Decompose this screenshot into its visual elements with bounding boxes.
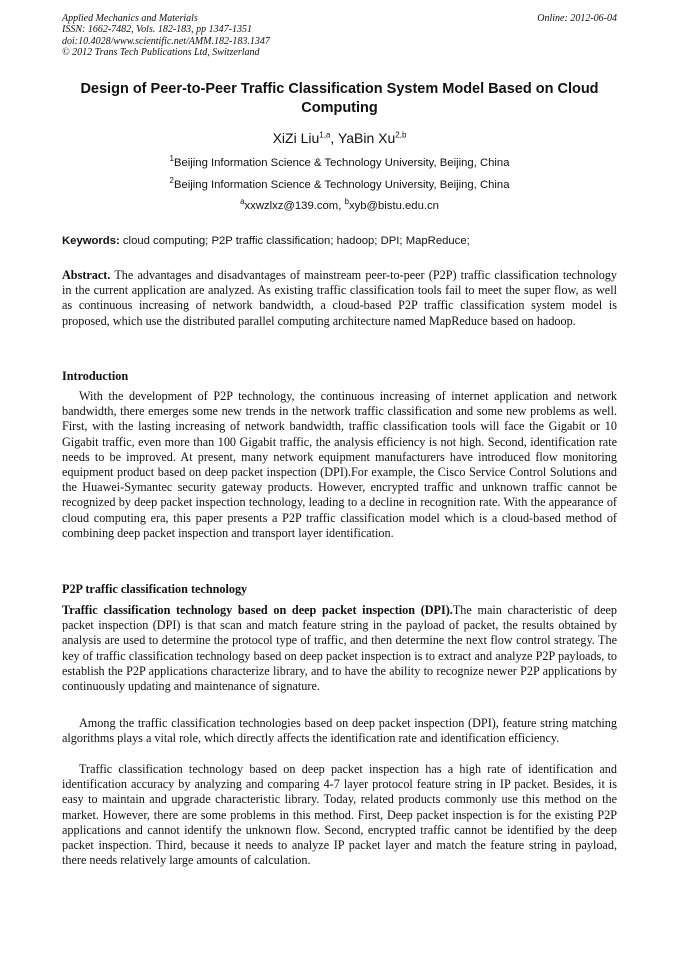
p2p-paragraph-2: Among the traffic classification technologies based on deep packet inspection (DPI), feature string matching algorithms plays a vital role, which directly affects the identification rate and identification efficiency.	[62, 716, 617, 746]
section-heading-introduction: Introduction	[62, 369, 129, 383]
journal-copyright: © 2012 Trans Tech Publications Ltd, Switzerland	[62, 47, 260, 59]
keywords-label: Keywords:	[62, 235, 120, 247]
author-separator: ,	[330, 130, 338, 146]
author-line	[62, 128, 617, 148]
email-link[interactable]: xyb@bistu.edu.cn	[348, 200, 439, 212]
affiliation-2: $^2$Beijing Information Science & Technology University, Beijing, China	[169, 176, 510, 191]
author-superscript: 2,b	[395, 130, 407, 140]
p2p-paragraph-1: Traffic classification technology based on deep packet inspection (DPI).The main characteristic of deep packet inspection (DPI) is that scan and match feature string in the payload of packet, the results obtained by analysis are used to determine the protocol type of traffic, and then determine the next flow control strategy. The key of traffic classification technology based on deep packet inspection is to extract and analyze P2P payloads, to establish the P2P applications characterize library, and to have the ability to recognize newer P2P applications by continuously updating and maintenance of signature.	[62, 603, 617, 694]
abstract-text: The advantages and disadvantages of mainstream peer-to-peer (P2P) traffic classification technology in the current application are analyzed. As existing traffic classification tools fail to meet the super flow, as well as continuous increasing of network bandwidth, a cloud-based P2P traffic classification system model is proposed, which use the distributed parallel computing architecture named MapReduce based on hadoop.	[62, 268, 617, 328]
paper-title: Design of Peer-to-Peer Traffic Classification System Model Based on Cloud Computing	[80, 81, 599, 116]
keywords-text: cloud computing; P2P traffic classification; hadoop; DPI; MapReduce;	[119, 235, 470, 247]
affiliation-1: $^1$Beijing Information Science & Technology University, Beijing, China	[169, 154, 510, 169]
online-date: Online: 2012-06-04	[537, 13, 617, 24]
email-link[interactable]: xxwzlxz@139.com,	[244, 200, 345, 212]
journal-header	[62, 13, 617, 59]
section-heading-p2p: P2P traffic classification technology	[62, 582, 248, 596]
email-line: $^a$xxwzlxz@139.com, $^b$xyb@bistu.edu.cn	[240, 197, 439, 212]
abstract	[62, 268, 617, 329]
author-name: XiZi Liu	[272, 130, 320, 146]
author-superscript: 1,a	[319, 130, 331, 140]
abstract-label: Abstract.	[62, 268, 111, 282]
journal-doi: doi:10.4028/www.scientific.net/AMM.182-183.1347	[62, 35, 270, 47]
author-name: YaBin Xu	[337, 130, 396, 146]
journal-issn: ISSN: 1662-7482, Vols. 182-183, pp 1347-1351	[62, 24, 252, 36]
journal-name: Applied Mechanics and Materials	[62, 13, 198, 24]
keywords	[62, 234, 617, 248]
subsection-label: Traffic classification technology based on deep packet inspection (DPI).	[62, 603, 453, 617]
p2p-paragraph-3: Traffic classification technology based on deep packet inspection has a high rate of identification and identification accuracy by analyzing and comparing 4-7 layer protocol feature string in IP packet. Besides, it is easy to maintain and upgrade characteristic library. Today, related products commonly use this method on the market. However, there are some problems in this method. First, Deep packet inspection is for the existing P2P applications and cannot identify the unknown flow. Second, encrypted traffic cannot be identified by the deep packet inspection. Third, because it needs to analyze IP packet layer and match the feature string in payload, there needs relatively large amounts of calculation.	[62, 762, 617, 868]
introduction-paragraph: With the development of P2P technology, the continuous increasing of internet application and network bandwidth, there emerges some new trends in the network traffic classification and some new problems as well. First, with the lasting increasing of network bandwidth, traffic classification tools will face the Gigabit or 10 Gigabit traffic, even more than 100 Gigabit traffic, the analysis efficiency is not high. Second, identification rate needs to be improved. At present, many network equipment manufacturers have introduced flow monitoring equipment product based on deep packet inspection (DPI).For example, the Cisco Service Control Solutions and the Huawei-Symantec security gateway products. However, encrypted traffic and unknown traffic cannot be recognized by deep packet inspection technology, leading to a decline in recognition rate. With the appearance of cloud computing era, this paper presents a P2P traffic classification model which is a cloud-based method of combining deep packet inspection and transport layer identification.	[62, 389, 617, 540]
